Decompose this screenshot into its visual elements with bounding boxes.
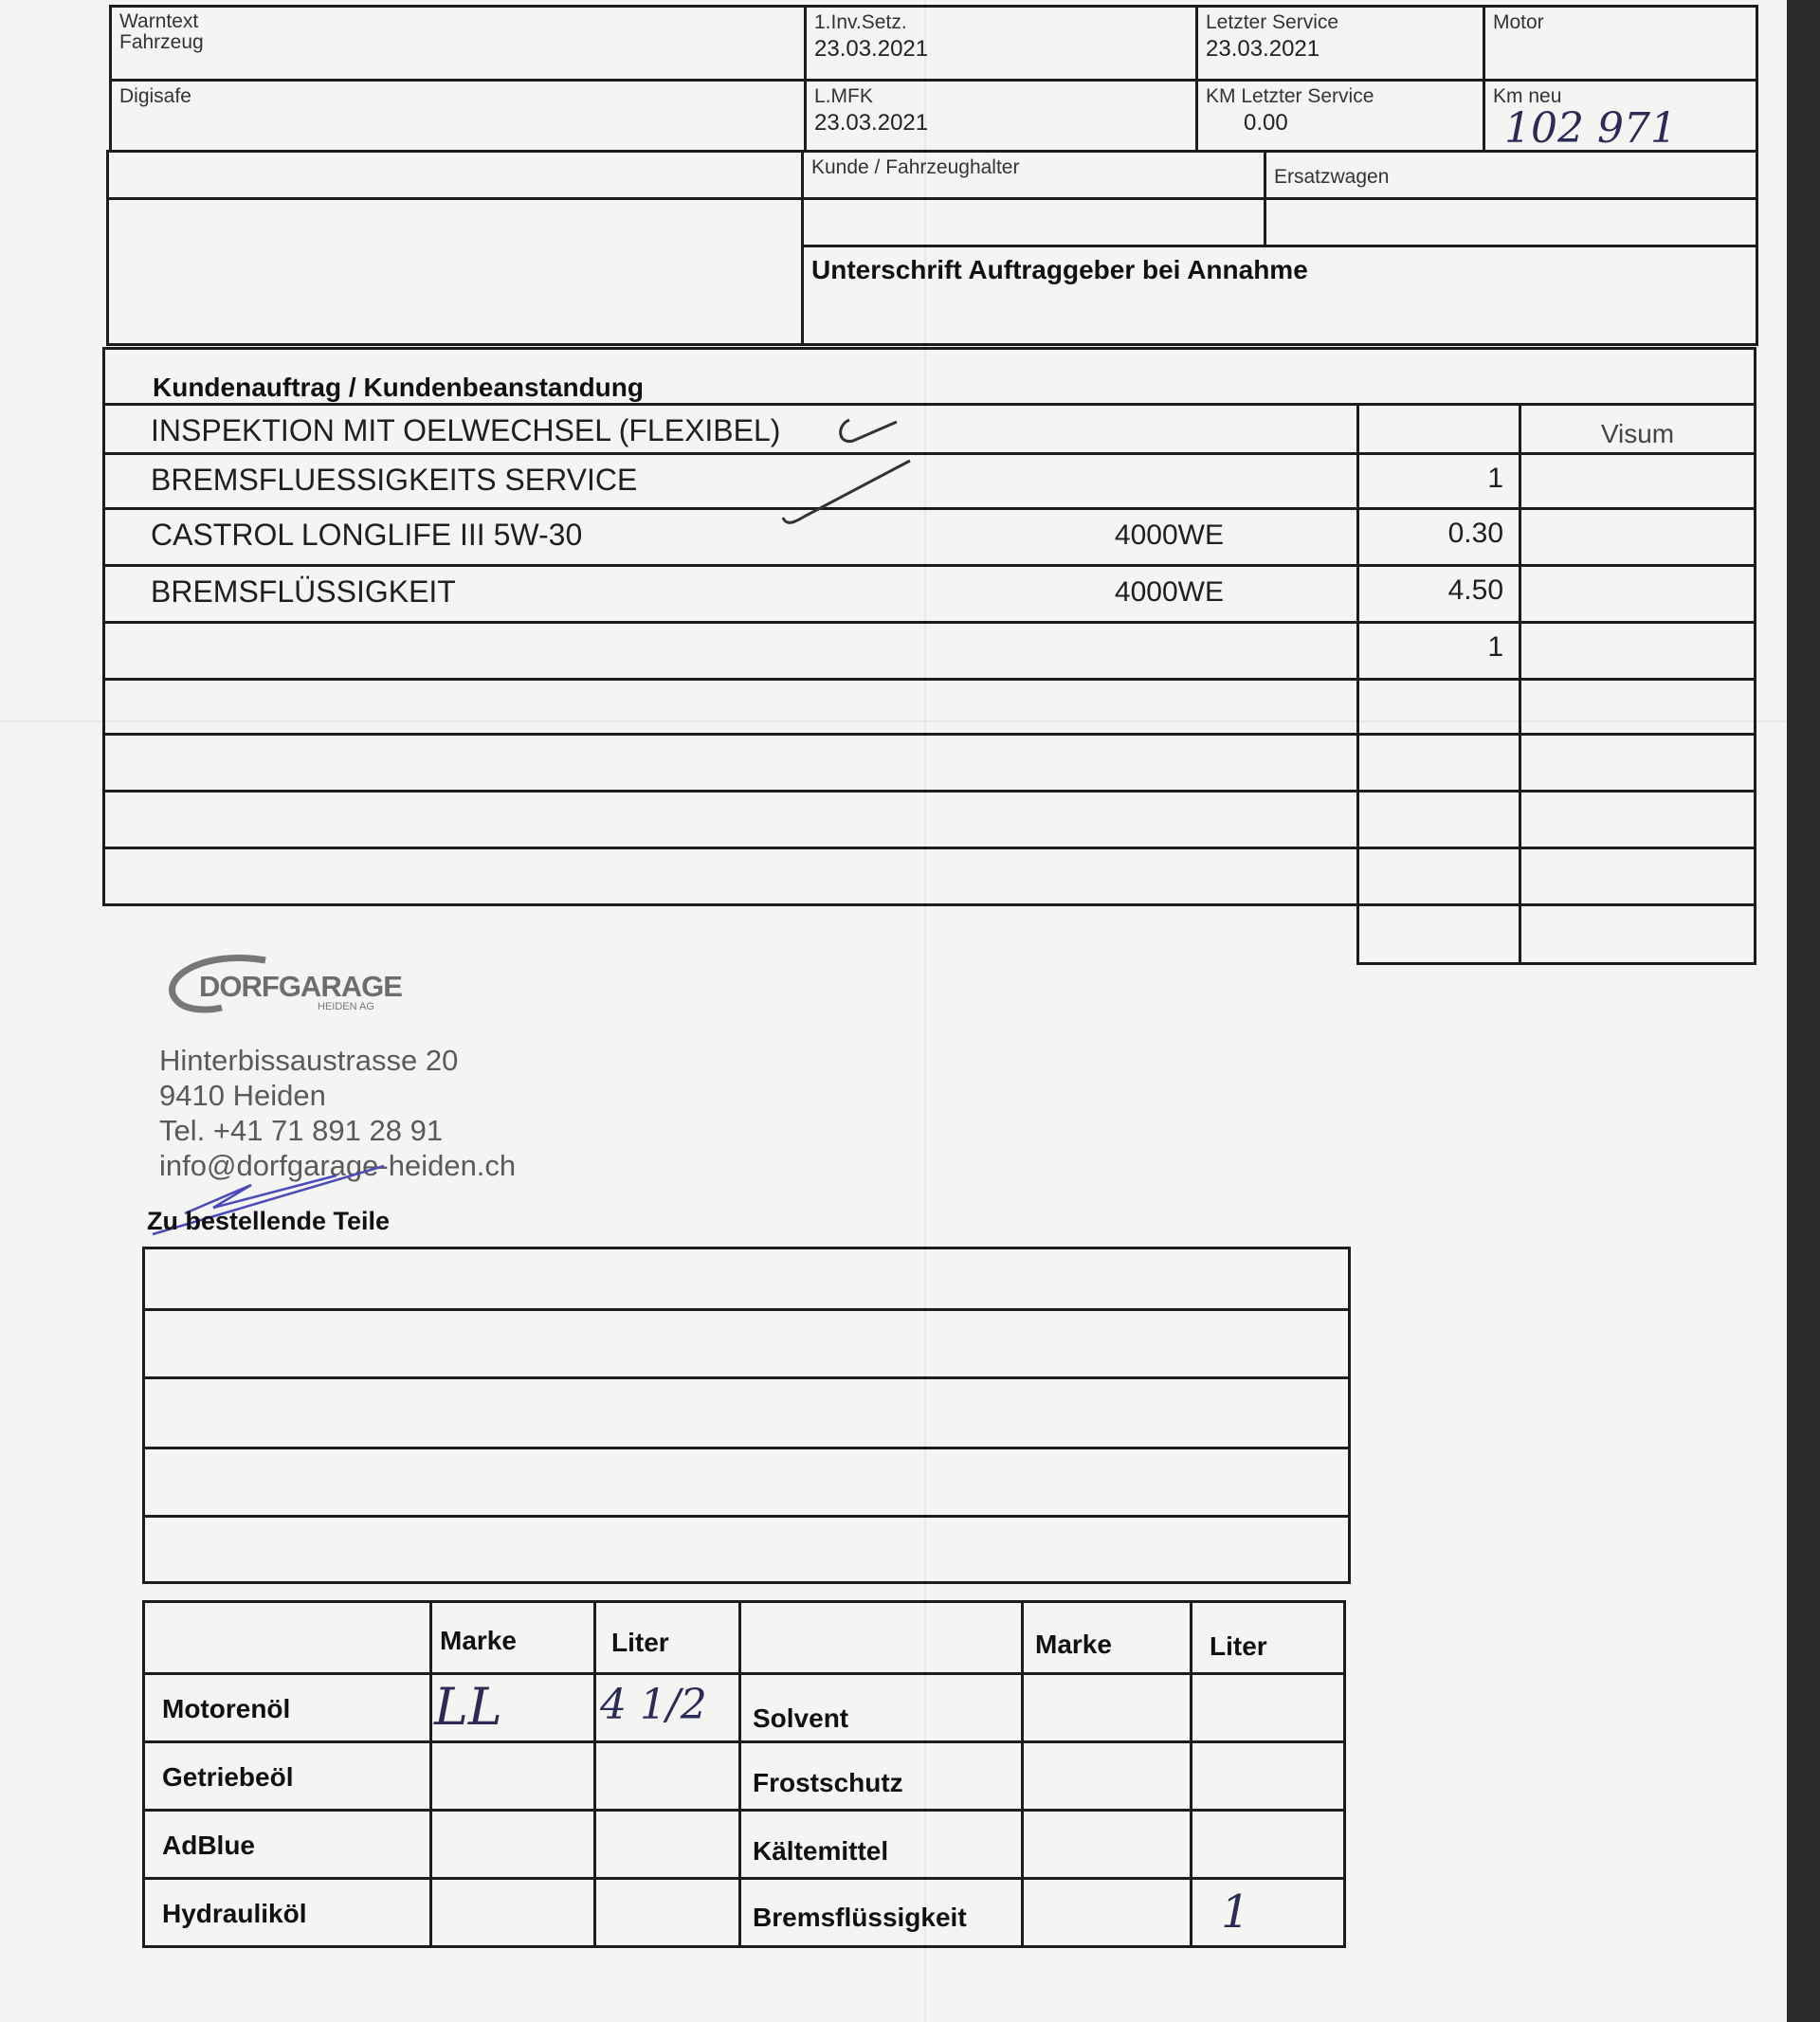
parts-row [144, 1448, 1350, 1517]
order-visum-cell [1520, 848, 1756, 905]
fluid-liter-cell [595, 1879, 740, 1947]
order-item-text: BREMSFLUESSIGKEITS SERVICE [151, 463, 638, 497]
order-row-blank [104, 735, 1358, 792]
order-row-blank [104, 680, 1358, 735]
logo-main: DORFGARAGE [199, 970, 402, 1003]
order-item-text: INSPEKTION MIT OELWECHSEL (FLEXIBEL) [151, 413, 781, 447]
fluid-name: Motorenöl [162, 1694, 291, 1723]
warntext-label: Warntext Fahrzeug [119, 10, 204, 53]
order-visum-cell [1520, 623, 1756, 680]
parts-title: Zu bestellende Teile [147, 1207, 391, 1235]
fluid-name: Bremsflüssigkeit [753, 1903, 967, 1932]
fluid-name-cell [740, 1879, 1023, 1947]
order-row-1 [104, 405, 1358, 454]
order-row-blank [104, 623, 1358, 680]
fluid-name-cell [740, 1811, 1023, 1879]
letzter-service-date: 23.03.2021 [1206, 36, 1320, 62]
letzter-service-label: Letzter Service [1206, 11, 1339, 33]
fluid-name-cell [144, 1879, 431, 1947]
fluid-marke-cell [431, 1879, 595, 1947]
order-table [102, 347, 1756, 965]
customer-table [106, 150, 1758, 346]
signature-cell [803, 246, 1757, 345]
check-mark-icon [777, 455, 919, 531]
order-row-3 [104, 509, 1358, 566]
fluids-corner-right [740, 1602, 1023, 1674]
order-visum-cell [1520, 566, 1756, 623]
order-item-text: BREMSFLÜSSIGKEIT [151, 574, 456, 609]
order-item-text: CASTROL LONGLIFE III 5W-30 [151, 518, 583, 552]
fluid-liter-cell [1192, 1811, 1345, 1879]
fluid-marke-cell [1023, 1674, 1192, 1742]
ersatzwagen-lower-cell [1265, 199, 1757, 246]
order-qty-cell [1358, 623, 1520, 680]
parts-row [144, 1517, 1350, 1583]
company-logo [161, 953, 408, 1019]
blank-top-cell [108, 152, 803, 199]
km-neu-value: 102 971 [1504, 104, 1677, 153]
parts-table [142, 1247, 1351, 1584]
letzter-service-cell [1197, 7, 1484, 81]
company-street: Hinterbissaustrasse 20 [159, 1044, 459, 1077]
km-letzter-value: 0.00 [1244, 110, 1288, 136]
fluid-name: Solvent [753, 1703, 849, 1733]
order-visum-cell [1520, 509, 1756, 566]
marke-label: Marke [1035, 1630, 1112, 1659]
fluid-marke-cell [1023, 1742, 1192, 1811]
inv-date: 23.03.2021 [814, 36, 929, 62]
motor-label: Motor [1493, 11, 1544, 33]
ersatzwagen-cell [1265, 152, 1757, 199]
inv-cell [806, 7, 1197, 81]
fluid-marke-cell [431, 1674, 595, 1742]
check-mark-icon [834, 412, 910, 450]
order-item-qty: 4.50 [1447, 574, 1503, 606]
order-visum-cell [1520, 680, 1756, 735]
parts-row [144, 1378, 1350, 1448]
fluid-name: AdBlue [162, 1831, 255, 1860]
liter-label: Liter [611, 1628, 669, 1657]
fluid-liter-cell [595, 1674, 740, 1742]
fluid-liter-cell [1192, 1879, 1345, 1947]
order-title-cell [104, 349, 1756, 405]
order-qty-cell [1358, 566, 1520, 623]
lmfk-label: L.MFK [814, 85, 873, 107]
fluid-name: Getriebeöl [162, 1762, 294, 1792]
marke-label: Marke [440, 1626, 517, 1655]
lmfk-date: 23.03.2021 [814, 110, 929, 136]
visum-header-cell [1520, 405, 1756, 454]
fluid-marke: LL [434, 1677, 502, 1737]
marke-header-right [1023, 1602, 1192, 1674]
digisafe-label: Digisafe [119, 85, 191, 107]
liter-header-right [1192, 1602, 1345, 1674]
fluid-marke-cell [1023, 1879, 1192, 1947]
km-neu-label: Km neu [1493, 85, 1562, 107]
digisafe-cell [111, 81, 806, 152]
blank-address-cell [108, 199, 803, 345]
order-row-blank [104, 848, 1358, 905]
order-qty-cell [1358, 680, 1520, 735]
inv-label: 1.Inv.Setz. [814, 11, 907, 33]
order-visum-cell [1520, 792, 1756, 848]
order-visum-cell [1520, 454, 1756, 509]
logo-sub: HEIDEN AG [318, 1001, 374, 1012]
order-qty-cell [1358, 454, 1520, 509]
fluid-name: Hydrauliköl [162, 1899, 307, 1928]
parts-row [144, 1310, 1350, 1378]
fluids-table [142, 1600, 1346, 1948]
order-item-qty: 0.30 [1447, 518, 1503, 549]
fluid-name: Kältemittel [753, 1836, 889, 1866]
fluids-corner-left [144, 1602, 431, 1674]
km-letzter-label: KM Letzter Service [1206, 85, 1374, 107]
company-email: info@dorfgarage-heiden.ch [159, 1149, 517, 1182]
order-qty-cell [1358, 905, 1520, 964]
order-row-4 [104, 566, 1358, 623]
fluid-liter-cell [595, 1811, 740, 1879]
order-visum-cell [1520, 905, 1756, 964]
signature-label: Unterschrift Auftraggeber bei Annahme [811, 255, 1308, 284]
order-row-blank [104, 792, 1358, 848]
fluid-name-cell [740, 1742, 1023, 1811]
fluid-liter-cell [1192, 1742, 1345, 1811]
vehicle-header-table [109, 5, 1758, 153]
order-item-code: 4000WE [1114, 519, 1224, 551]
warntext-cell [111, 7, 806, 81]
fluid-marke-cell [431, 1811, 595, 1879]
fluid-liter-cell [1192, 1674, 1345, 1742]
order-item-qty: 1 [1487, 631, 1503, 663]
order-visum-cell [1520, 735, 1756, 792]
parts-row [144, 1248, 1350, 1310]
order-row-2 [104, 454, 1358, 509]
kunde-cell [803, 152, 1265, 199]
fluid-marke-cell [431, 1742, 595, 1811]
km-letzter-cell [1197, 81, 1484, 152]
ersatzwagen-label: Ersatzwagen [1274, 166, 1390, 188]
qty-header-cell [1358, 405, 1520, 454]
fluid-name-cell [144, 1674, 431, 1742]
order-title: Kundenauftrag / Kundenbeanstandung [153, 373, 644, 402]
km-neu-cell [1484, 81, 1757, 152]
order-qty-cell [1358, 848, 1520, 905]
order-qty-cell [1358, 735, 1520, 792]
company-city: 9410 Heiden [159, 1079, 326, 1112]
marke-header-left [431, 1602, 595, 1674]
visum-label: Visum [1600, 419, 1675, 448]
fluid-liter: 4 1/2 [600, 1681, 707, 1729]
fluid-liter-cell [595, 1742, 740, 1811]
fluid-name-cell [740, 1674, 1023, 1742]
order-qty-cell [1358, 792, 1520, 848]
lmfk-cell [806, 81, 1197, 152]
order-qty-cell [1358, 509, 1520, 566]
kunde-label: Kunde / Fahrzeughalter [811, 156, 1020, 178]
fluid-name-cell [144, 1811, 431, 1879]
order-item-qty: 1 [1487, 463, 1503, 494]
fluid-name-cell [144, 1742, 431, 1811]
fluid-liter: 1 [1221, 1885, 1250, 1939]
fluid-name: Frostschutz [753, 1768, 903, 1797]
liter-header-left [595, 1602, 740, 1674]
liter-label: Liter [1210, 1631, 1267, 1661]
motor-cell [1484, 7, 1757, 81]
kunde-lower-cell [803, 199, 1265, 246]
company-phone: Tel. +41 71 891 28 91 [159, 1114, 444, 1147]
order-item-code: 4000WE [1114, 576, 1224, 608]
fluid-marke-cell [1023, 1811, 1192, 1879]
